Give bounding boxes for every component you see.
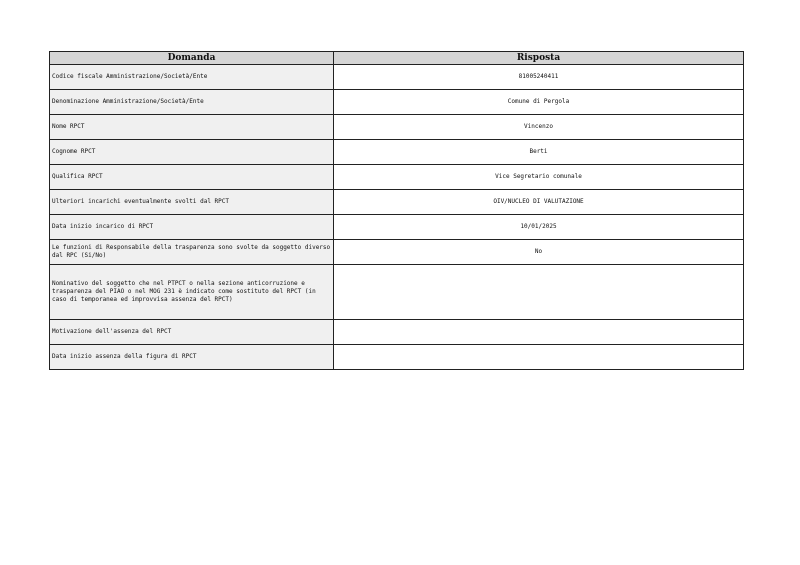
answer-cell: Berti <box>334 140 744 165</box>
question-cell: Codice fiscale Amministrazione/Società/Ente <box>50 65 334 90</box>
rpct-table <box>49 51 744 370</box>
header-domanda: Domanda <box>50 52 334 65</box>
answer-cell: No <box>334 240 744 265</box>
table-row <box>50 320 744 345</box>
answer-cell <box>334 320 744 345</box>
question-cell: Motivazione dell'assenza del RPCT <box>50 320 334 345</box>
question-cell: Nome RPCT <box>50 115 334 140</box>
table-row <box>50 190 744 215</box>
answer-cell: 10/01/2025 <box>334 215 744 240</box>
table-row <box>50 215 744 240</box>
table-row <box>50 115 744 140</box>
answer-cell: Comune di Pergola <box>334 90 744 115</box>
question-cell: Cognome RPCT <box>50 140 334 165</box>
question-cell: Nominativo del soggetto che nel PTPCT o nella sezione anticorruzione e trasparenza del PIAO o nel MOG 231 è indicato come sostituto del RPCT (in caso di temporanea ed improvvisa assenza del RPCT) <box>50 265 334 320</box>
table-row <box>50 140 744 165</box>
question-cell: Le funzioni di Responsabile della trasparenza sono svolte da soggetto diverso dal RPC (Si/No) <box>50 240 334 265</box>
answer-cell: 81005240411 <box>334 65 744 90</box>
answer-cell <box>334 345 744 370</box>
table-row <box>50 65 744 90</box>
question-cell: Data inizio assenza della figura di RPCT <box>50 345 334 370</box>
answer-cell <box>334 265 744 320</box>
table-row <box>50 345 744 370</box>
question-cell: Denominazione Amministrazione/Società/Ente <box>50 90 334 115</box>
answer-cell: Vincenzo <box>334 115 744 140</box>
table-row <box>50 165 744 190</box>
answer-cell: Vice Segretario comunale <box>334 165 744 190</box>
answer-cell: OIV/NUCLEO DI VALUTAZIONE <box>334 190 744 215</box>
question-cell: Ulteriori incarichi eventualmente svolti dal RPCT <box>50 190 334 215</box>
question-cell: Data inizio incarico di RPCT <box>50 215 334 240</box>
table-header-row <box>50 52 744 65</box>
table-row <box>50 90 744 115</box>
table-row <box>50 240 744 265</box>
question-cell: Qualifica RPCT <box>50 165 334 190</box>
table-row <box>50 265 744 320</box>
header-risposta: Risposta <box>334 52 744 65</box>
